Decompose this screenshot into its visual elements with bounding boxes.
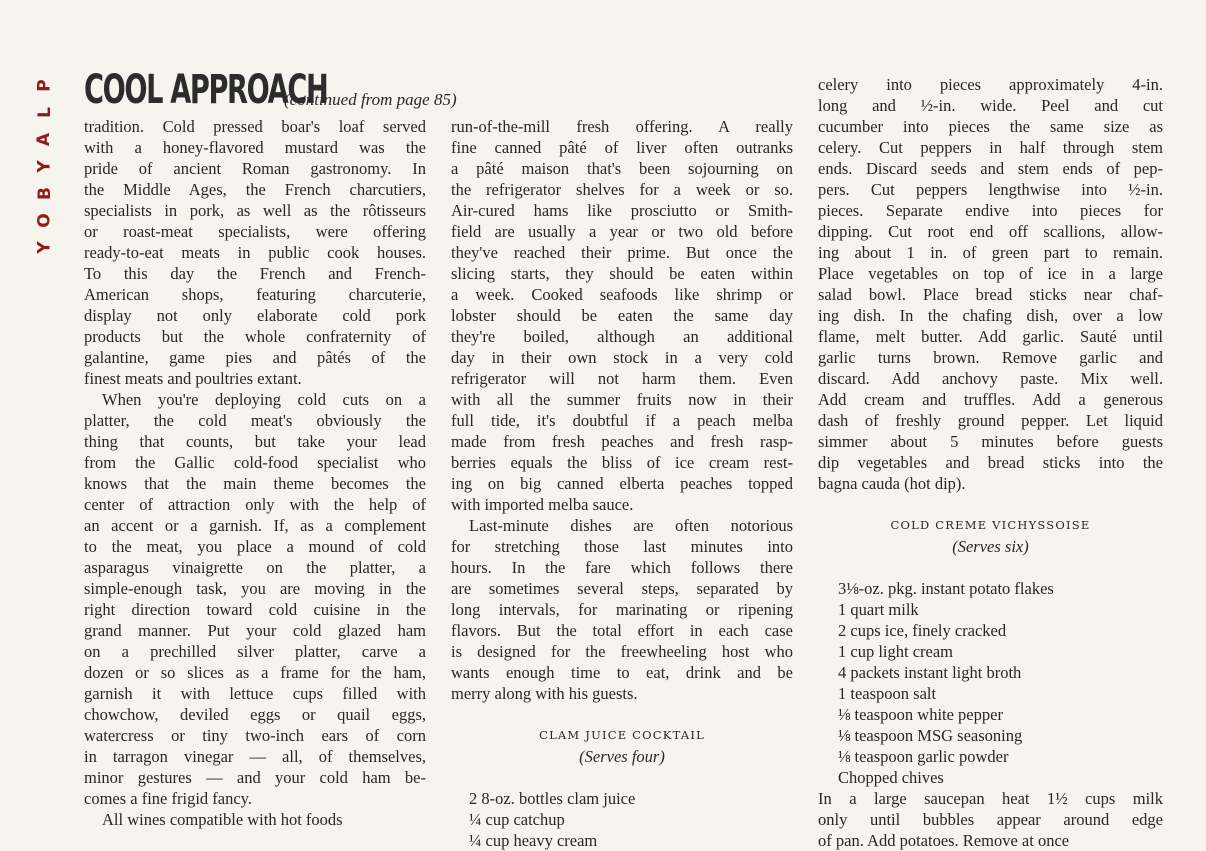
text-line: ends. Discard seeds and stem ends of pep- [818,159,1163,178]
text-line: pers. Cut peppers lengthwise into ½-in. [818,180,1163,199]
column-2 [451,116,793,851]
text-line: run-of-the-mill fresh offering. A really [451,117,793,136]
sidebar-letter: Y [34,160,55,173]
text-line: pride of ancient Roman gastronomy. In [84,159,426,178]
text-line: simmer about 5 minutes before guests [818,432,1163,451]
text-line: from the Gallic cold-food specialist who [84,453,426,472]
ingredient-item: 2 8-oz. bottles clam juice [469,789,636,808]
ingredient-item: ⅛ teaspoon garlic powder [838,747,1009,766]
ingredient-item: Chopped chives [838,768,944,787]
text-line: garlic turns brown. Remove garlic and [818,348,1163,367]
text-line: a pâté maison that's been sojourning on [451,159,793,178]
text-line: Add cream and truffles. Add a generous [818,390,1163,409]
text-line: knows that the main theme becomes the [84,474,426,493]
text-line: tradition. Cold pressed boar's loaf served [84,117,426,136]
text-line: bagna cauda (hot dip). [818,474,966,493]
text-line: salad bowl. Place bread sticks near chaf- [818,285,1163,304]
magazine-sidebar [30,72,60,261]
text-line: Air-cured hams like prosciutto or Smith- [451,201,793,220]
text-line: merry along with his guests. [451,684,638,703]
text-line: To this day the French and French- [84,264,426,283]
ingredient-item: ¼ cup heavy cream [469,831,598,850]
text-line: galantine, game pies and pâtés of the [84,348,426,367]
text-line: celery. Cut peppers in half through stem [818,138,1163,157]
text-line: with imported melba sauce. [451,495,634,514]
ingredient-item: 3⅛-oz. pkg. instant potato flakes [838,579,1054,598]
ingredient-item: 1 quart milk [838,600,919,619]
text-line: When you're deploying cold cuts on a [102,390,426,409]
text-line: discard. Add anchovy paste. Mix well. [818,369,1163,388]
text-line: ing on big canned elberta peaches topped [451,474,793,493]
text-line: right direction toward cold cuisine in the [84,600,426,619]
recipe-serves-clam: (Serves four) [579,747,665,766]
text-line: thing that counts, but take your lead [84,432,426,451]
text-line: grand manner. Put your cold glazed ham [84,621,426,640]
text-line: center of attraction only with the help of [84,495,426,514]
sidebar-letter: P [34,79,55,92]
text-line: day in their own stock in a very cold [451,348,793,367]
text-line: celery into pieces approximately 4-in. [818,75,1163,94]
text-line: with all the summer fruits now in their [451,390,793,409]
ingredient-item: ⅛ teaspoon MSG seasoning [838,726,1023,745]
ingredient-item: 1 teaspoon salt [838,684,937,703]
text-line: long intervals, for marinating or ripening [451,600,793,619]
text-line: a week. Cooked seafoods like shrimp or [451,285,793,304]
text-line: berries equals the bliss of ice cream rest- [451,453,793,472]
text-line: specialists in pork, as well as the rôtisseurs [84,201,426,220]
text-line: dash of freshly ground pepper. Let liquid [818,411,1163,430]
text-line: flavors. But the total effort in each case [451,621,793,640]
text-line: cucumber into pieces the same size as [818,117,1163,136]
text-line: to the meat, you place a mound of cold [84,537,426,556]
text-line: lobster should be eaten the same day [451,306,793,325]
ingredient-item: ⅛ teaspoon white pepper [838,705,1003,724]
sidebar-letter: A [34,132,55,147]
ingredient-item: ¼ cup catchup [469,810,565,829]
text-line: chowchow, deviled eggs or quail eggs, [84,705,426,724]
text-line: flame, melt butter. Add garlic. Sauté until [818,327,1163,346]
text-line: ing about 1 in. of green part to remain. [818,243,1163,262]
continued-note: (continued from page 85) [284,90,457,109]
text-line: watercress or tiny two-inch ears of corn [84,726,426,745]
text-line: long and ½-in. wide. Peel and cut [818,96,1163,115]
text-line: of pan. Add potatoes. Remove at once [818,831,1070,850]
text-line: is designed for the freewheeling host who [451,642,793,661]
text-line: dip vegetables and bread sticks into the [818,453,1163,472]
text-line: All wines compatible with hot foods [102,810,343,829]
ingredient-item: 2 cups ice, finely cracked [838,621,1007,640]
text-line: an accent or a garnish. If, as a complement [84,516,426,535]
text-line: full tide, it's doubtful if a peach melba [451,411,793,430]
sidebar-letter: B [34,187,55,200]
text-line: dozen or so slices as a frame for the ham, [84,663,426,682]
recipe-serves-vichyssoise: (Serves six) [952,537,1029,556]
text-line: comes a fine frigid fancy. [84,789,252,808]
text-line: the refrigerator shelves for a week or so. [451,180,793,199]
text-line: slicing starts, they should be eaten within [451,264,793,283]
ingredient-item: 1 cup light cream [838,642,954,661]
text-line: asparagus vinaigrette on the platter, a [84,558,426,577]
text-line: made from fresh peaches and fresh rasp- [451,432,793,451]
text-line: the Middle Ages, the French charcutiers, [84,180,426,199]
text-line: field are usually a year or two old before [451,222,793,241]
text-line: are sometimes several steps, separated by [451,579,793,598]
text-line: for stretching those last minutes into [451,537,793,556]
text-line: with a honey-flavored mustard was the [84,138,426,157]
article-header [84,68,457,112]
recipe-title-vichyssoise: COLD CREME VICHYSSOISE [890,518,1091,532]
column-3 [818,74,1163,851]
text-line: simple-enough task, you are moving in the [84,579,426,598]
text-line: garnish it with lettuce cups filled with [84,684,426,703]
text-line: Place vegetables on top of ice in a large [818,264,1163,283]
text-line: hours. In the fare which follows there [451,558,793,577]
text-line: fine canned pâté of liver often outranks [451,138,793,157]
text-line: only until bubbles appear around edge [818,810,1163,829]
text-line: ing dish. In the chafing dish, over a low [818,306,1163,325]
text-line: display not only elaborate cold pork [84,306,426,325]
text-line: products but the whole confraternity of [84,327,426,346]
text-line: ready-to-eat meats in public cook houses. [84,243,426,262]
sidebar-letter: Y [34,241,55,254]
text-line: in tarragon vinegar — all, of themselves, [84,747,426,766]
ingredient-item: 4 packets instant light broth [838,663,1022,682]
text-line: or roast-meat specialists, were offering [84,222,426,241]
text-line: Last-minute dishes are often notorious [469,516,793,535]
text-line: pieces. Separate endive into pieces for [818,201,1163,220]
text-line: they're boiled, although an additional [451,327,793,346]
text-line: wants enough time to eat, drink and be [451,663,793,682]
article-title: COOL APPROACH [84,67,328,113]
recipe-title-clam: CLAM JUICE COCKTAIL [539,728,705,742]
column-1 [84,116,426,830]
text-line: American shops, featuring charcuterie, [84,285,426,304]
sidebar-letter: L [34,107,55,118]
text-line: on a prechilled silver platter, carve a [84,642,426,661]
text-line: refrigerator will not harm them. Even [451,369,793,388]
sidebar-letter: O [34,213,55,228]
text-line: In a large saucepan heat 1½ cups milk [818,789,1163,808]
text-line: dipping. Cut root end off scallions, allow- [818,222,1163,241]
text-line: platter, the cold meat's obviously the [84,411,426,430]
text-line: they've reached their prime. But once the [451,243,793,262]
text-line: minor gestures — and your cold ham be- [84,768,426,787]
text-line: finest meats and poultries extant. [84,369,302,388]
